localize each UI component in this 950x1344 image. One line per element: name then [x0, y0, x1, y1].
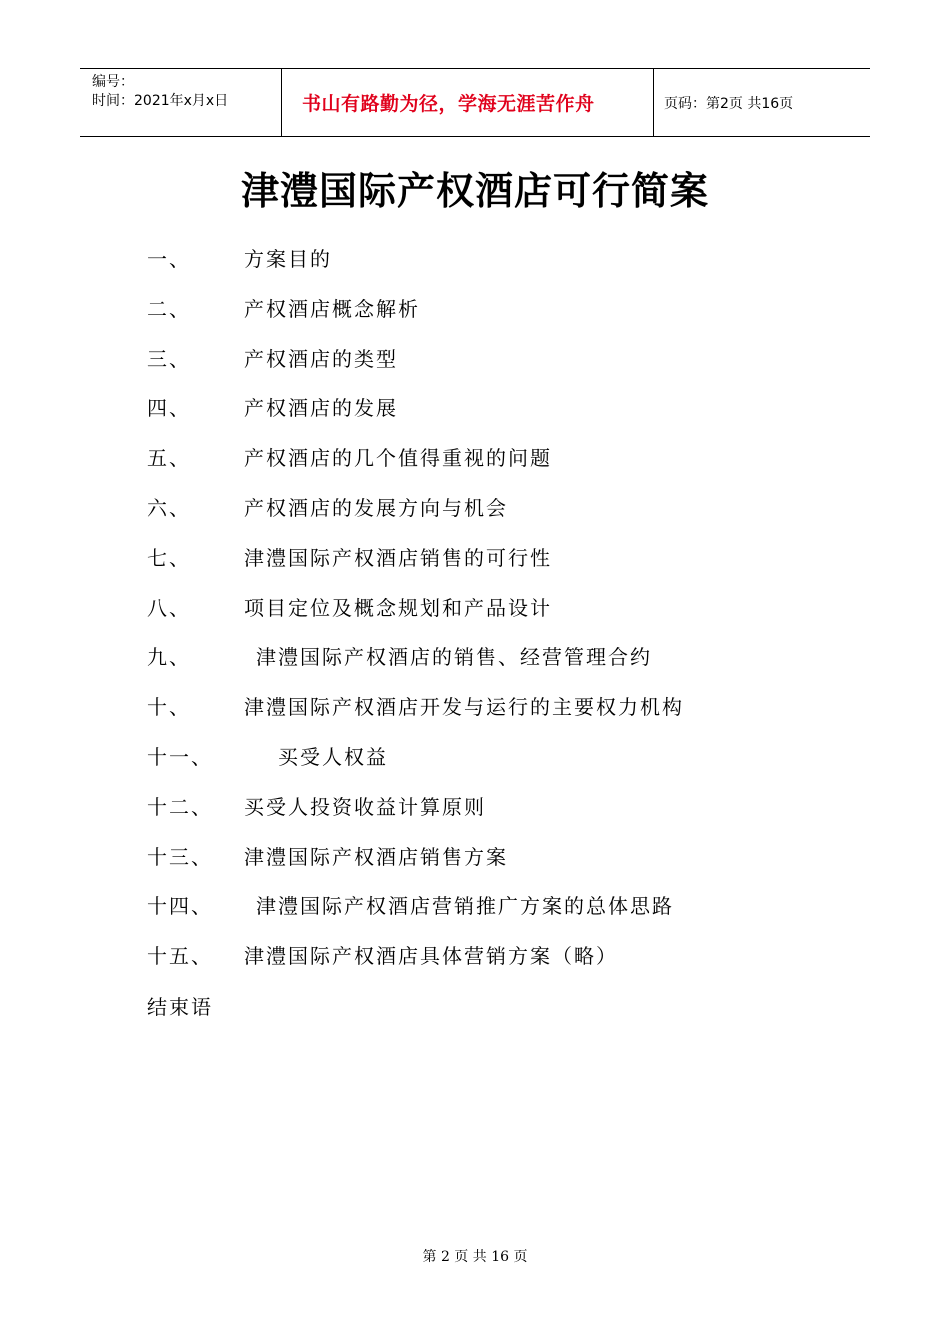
toc-item-number: 十一、 [147, 744, 213, 769]
toc-item-number: 十三、 [147, 844, 213, 869]
toc-item [147, 690, 867, 740]
toc-item-number: 七、 [147, 545, 191, 570]
toc-item-text: 津澧国际产权酒店的销售、经营管理合约 [256, 645, 652, 670]
toc-item [147, 790, 867, 840]
toc-item [147, 840, 867, 890]
header-motto: 书山有路勤为径，学海无涯苦作舟 [282, 69, 654, 136]
header-meta [80, 69, 282, 136]
toc-item-number: 一、 [147, 247, 191, 271]
table-of-contents [147, 242, 867, 989]
toc-item-text: 买受人权益 [278, 744, 388, 769]
toc-item-number: 二、 [147, 296, 191, 321]
toc-item-text: 买受人投资收益计算原则 [244, 794, 486, 819]
toc-item-number: 十四、 [147, 894, 213, 919]
toc-item-text: 产权酒店的几个值得重视的问题 [244, 446, 552, 471]
toc-item-number: 四、 [147, 396, 191, 421]
toc-item-text: 方案目的 [244, 247, 332, 271]
toc-item-number: 五、 [147, 446, 191, 471]
toc-item [147, 889, 867, 939]
toc-item [147, 342, 867, 392]
toc-item [147, 491, 867, 541]
toc-item-text: 津澧国际产权酒店营销推广方案的总体思路 [256, 894, 674, 919]
toc-item-number: 九、 [147, 645, 191, 670]
toc-item [147, 391, 867, 441]
toc-item [147, 591, 867, 641]
header-number-label: 编号： [92, 74, 134, 90]
toc-item-text: 产权酒店的类型 [244, 346, 398, 371]
toc-item-text: 产权酒店的发展方向与机会 [244, 495, 508, 520]
document-title: 津澧国际产权酒店可行简案 [240, 168, 709, 213]
toc-item-number: 十、 [147, 695, 191, 720]
toc-item [147, 242, 867, 292]
page-header [80, 68, 870, 137]
toc-item-number: 十五、 [147, 944, 213, 969]
header-page-info: 页码：第2页 共16页 [664, 95, 794, 112]
page-footer: 第 2 页 共 16 页 [422, 1249, 528, 1265]
toc-item-text: 项目定位及概念规划和产品设计 [244, 595, 552, 620]
toc-item-text: 津澧国际产权酒店具体营销方案（略） [244, 944, 618, 969]
toc-item [147, 939, 867, 989]
toc-item [147, 292, 867, 342]
toc-item-number: 八、 [147, 595, 191, 620]
toc-item [147, 740, 867, 790]
toc-item-text: 津澧国际产权酒店开发与运行的主要权力机构 [244, 695, 684, 720]
toc-item-text: 产权酒店的发展 [244, 396, 398, 421]
toc-item-text: 津澧国际产权酒店销售方案 [244, 844, 508, 869]
header-time-label: 时间：2021年x月x日 [92, 93, 229, 109]
toc-item [147, 441, 867, 491]
toc-item-number: 三、 [147, 346, 191, 371]
toc-item-number: 六、 [147, 495, 191, 520]
conclusion-heading: 结束语 [147, 995, 213, 1019]
toc-item [147, 640, 867, 690]
toc-item-number: 十二、 [147, 794, 213, 819]
toc-item [147, 541, 867, 591]
toc-item-text: 津澧国际产权酒店销售的可行性 [244, 545, 552, 570]
toc-item-text: 产权酒店概念解析 [244, 296, 420, 321]
